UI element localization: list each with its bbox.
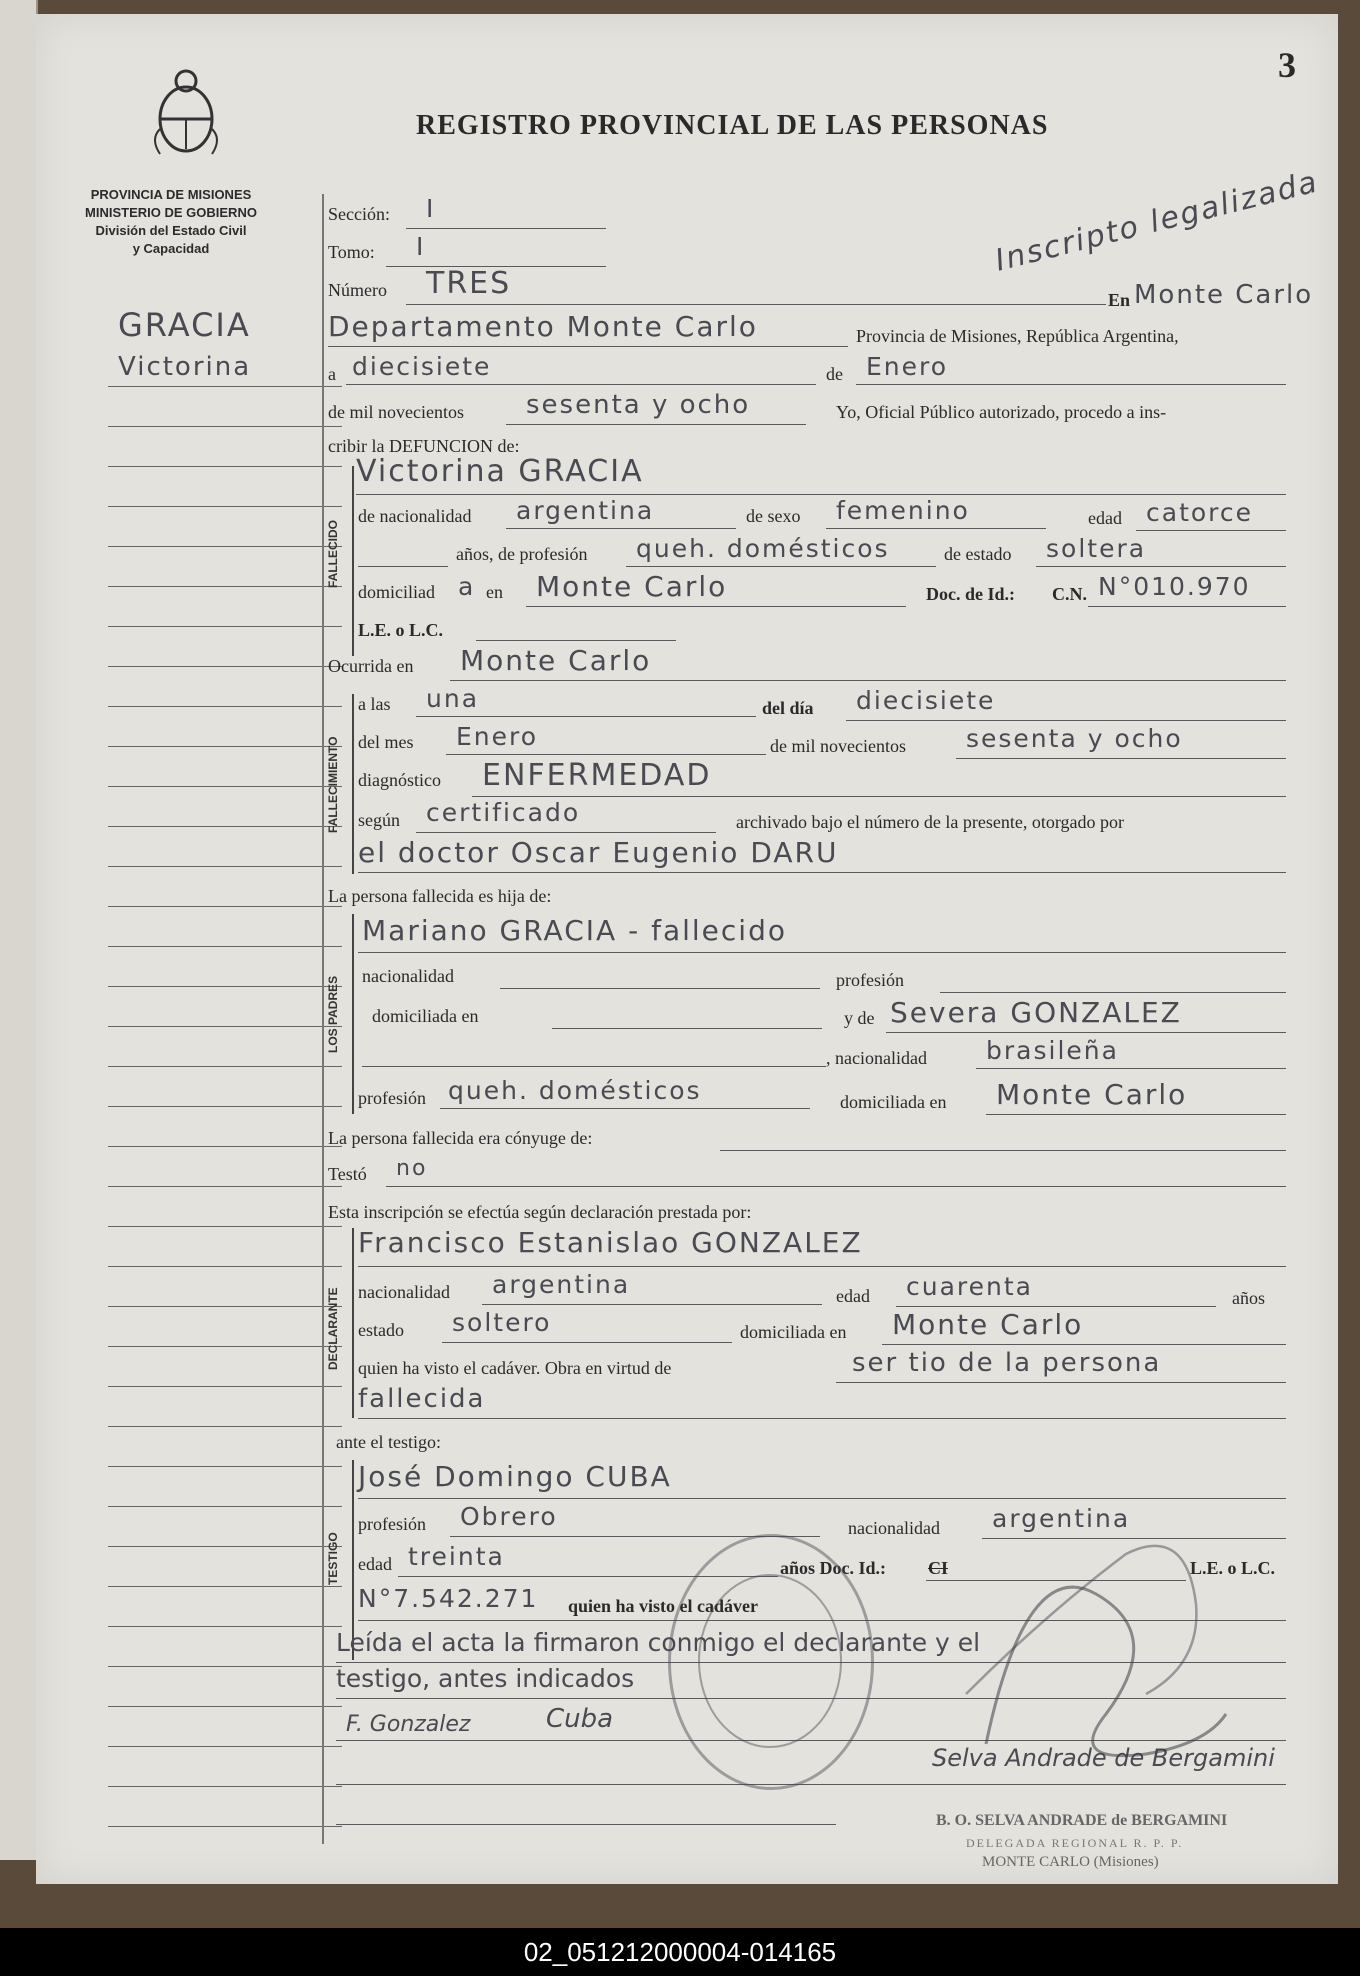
margin-line bbox=[108, 1186, 342, 1187]
le-label: L.E. o L.C. bbox=[358, 620, 444, 640]
virtud-value-2: fallecida bbox=[358, 1384, 486, 1414]
madre-domicilio-label: domiciliada en bbox=[840, 1092, 947, 1112]
margin-line bbox=[108, 1626, 342, 1627]
footer-line-1: B. O. SELVA ANDRADE de BERGAMINI bbox=[936, 1812, 1228, 1829]
margin-line bbox=[108, 986, 342, 987]
doc-label: Doc. de Id.: bbox=[926, 584, 1015, 604]
margin-line bbox=[108, 1066, 342, 1067]
fallecido-bracket bbox=[352, 466, 354, 656]
nacionalidad-value: argentina bbox=[516, 496, 655, 525]
madre-nacionalidad-value: brasileña bbox=[986, 1036, 1119, 1065]
profesion-value: queh. domésticos bbox=[636, 534, 890, 563]
signature-oficial: Selva Andrade de Bergamini bbox=[932, 1744, 1275, 1772]
madre-profesion-value: queh. domésticos bbox=[448, 1076, 702, 1105]
declarante-estado-label: estado bbox=[358, 1320, 404, 1340]
margin-line bbox=[108, 1106, 342, 1107]
margin-line bbox=[108, 546, 342, 547]
fallecimiento-anio-value: sesenta y ocho bbox=[966, 724, 1183, 753]
madre-nacionalidad-label: , nacionalidad bbox=[826, 1048, 927, 1068]
bottom-code-bar bbox=[0, 1928, 1360, 1976]
margin-line bbox=[108, 586, 342, 587]
virtud-value: ser tio de la persona bbox=[852, 1348, 1162, 1378]
mil-label: de mil novecientos bbox=[328, 402, 464, 422]
margin-line bbox=[108, 626, 342, 627]
margin-line bbox=[108, 866, 342, 867]
profesion-label: años, de profesión bbox=[456, 544, 588, 564]
seccion-label: Sección: bbox=[328, 204, 390, 224]
page-number: 3 bbox=[1278, 45, 1296, 85]
testigo-edad-value: treinta bbox=[408, 1542, 505, 1571]
margin-line bbox=[108, 1706, 342, 1707]
margin-line bbox=[108, 1346, 342, 1347]
testigo-header: ante el testigo: bbox=[336, 1432, 441, 1452]
nacionalidad-label: de nacionalidad bbox=[358, 506, 472, 526]
tomo-value: I bbox=[416, 232, 426, 261]
fallecimiento-mes-value: Enero bbox=[456, 722, 539, 751]
margin-line bbox=[108, 1426, 342, 1427]
margin-line bbox=[108, 1666, 342, 1667]
footer-line-2: DELEGADA REGIONAL R. P. P. bbox=[966, 1836, 1184, 1850]
padre-domicilio-label: domiciliada en bbox=[372, 1006, 479, 1026]
ocurrida-value: Monte Carlo bbox=[460, 644, 652, 677]
testigo-visto-text: quien ha visto el cadáver bbox=[568, 1596, 759, 1616]
coat-of-arms-icon bbox=[146, 69, 226, 159]
margin-surname: GRACIA bbox=[118, 306, 251, 344]
margin-line bbox=[108, 1466, 342, 1467]
seccion-value: I bbox=[426, 194, 436, 223]
domicilio-label: domiciliad bbox=[358, 582, 435, 602]
official-seal-inner bbox=[698, 1574, 842, 1748]
margin-divider bbox=[322, 194, 324, 1844]
margin-line bbox=[108, 1226, 342, 1227]
departamento-value: Departamento Monte Carlo bbox=[328, 310, 758, 343]
margin-line bbox=[108, 1506, 342, 1507]
declarante-dom-value: Monte Carlo bbox=[892, 1308, 1084, 1341]
mil-novecientos-label: de mil novecientos bbox=[770, 736, 906, 756]
testigo-doc-type: CI bbox=[928, 1558, 949, 1578]
madre-value: Severa GONZALEZ bbox=[890, 996, 1182, 1029]
doc-type: C.N. bbox=[1052, 584, 1087, 604]
padre-value: Mariano GRACIA - fallecido bbox=[362, 914, 787, 947]
fallecimiento-bracket bbox=[352, 694, 354, 874]
en-label: En bbox=[1108, 290, 1131, 310]
margin-line bbox=[108, 1026, 342, 1027]
margin-line bbox=[108, 1266, 342, 1267]
padres-side-label: LOS PADRES bbox=[326, 975, 340, 1053]
margin-line bbox=[108, 506, 342, 507]
fallecido-side-label: FALLECIDO bbox=[326, 520, 340, 588]
fallecimiento-side-label: FALLECIMIENTO bbox=[326, 736, 340, 834]
padres-bracket bbox=[352, 914, 354, 1114]
madre-profesion-label: profesión bbox=[358, 1088, 426, 1108]
en-value: Monte Carlo bbox=[1134, 280, 1314, 310]
ministry-heading bbox=[66, 186, 276, 258]
diag-label: diagnóstico bbox=[358, 770, 441, 790]
leida-value-2: testigo, antes indicados bbox=[336, 1664, 635, 1693]
ocurrida-label: Ocurrida en bbox=[328, 656, 414, 676]
testigo-side-label: TESTIGO bbox=[326, 1532, 340, 1586]
margin-line bbox=[108, 706, 342, 707]
madre-domicilio-value: Monte Carlo bbox=[996, 1078, 1188, 1111]
domicilio-suffix: a bbox=[458, 572, 476, 601]
testigo-nacionalidad-value: argentina bbox=[992, 1504, 1131, 1533]
ministry-line-4: y Capacidad bbox=[132, 241, 210, 256]
margin-line bbox=[108, 1586, 342, 1587]
testo-label: Testó bbox=[328, 1164, 367, 1184]
bottom-code: 02_051212000004-014165 bbox=[523, 1937, 837, 1967]
archivado-text: archivado bajo el número de la presente, otorgado por bbox=[736, 812, 1125, 832]
adjacent-page-edge bbox=[0, 0, 38, 1860]
margin-line bbox=[108, 1546, 342, 1547]
doc-value: N°010.970 bbox=[1098, 572, 1251, 601]
estado-value: soltera bbox=[1046, 534, 1147, 563]
declarante-nombre: Francisco Estanislao GONZALEZ bbox=[358, 1226, 863, 1259]
margin-line bbox=[108, 746, 342, 747]
margin-line bbox=[108, 426, 342, 427]
page-title: REGISTRO PROVINCIAL DE LAS PERSONAS bbox=[416, 110, 1049, 141]
padres-header: La persona fallecida es hija de: bbox=[328, 886, 552, 906]
sexo-label: de sexo bbox=[746, 506, 801, 526]
margin-line bbox=[108, 826, 342, 827]
padre-nacionalidad-label: nacionalidad bbox=[362, 966, 454, 986]
hora-value: una bbox=[426, 684, 480, 713]
declarante-bracket bbox=[352, 1228, 354, 1418]
provincia-text: Provincia de Misiones, República Argentina, bbox=[856, 326, 1179, 346]
oficial-text: Yo, Oficial Público autorizado, procedo a ins- bbox=[836, 402, 1167, 422]
margin-line bbox=[108, 786, 342, 787]
fallecimiento-dia-value: diecisiete bbox=[856, 686, 996, 715]
footer-line-3: MONTE CARLO (Misiones) bbox=[982, 1854, 1159, 1870]
declaracion-header: Esta inscripción se efectúa según declaración prestada por: bbox=[328, 1202, 752, 1222]
testigo-profesion-label: profesión bbox=[358, 1514, 426, 1534]
margin-line bbox=[108, 1306, 342, 1307]
edad-value: catorce bbox=[1146, 498, 1254, 527]
anios-doc-label: años Doc. Id.: bbox=[780, 1558, 887, 1578]
anio-value: sesenta y ocho bbox=[526, 390, 751, 420]
signature-testigo: Cuba bbox=[546, 1704, 614, 1734]
mes-label: del mes bbox=[358, 732, 414, 752]
testigo-le-label: L.E. o L.C. bbox=[1190, 1558, 1276, 1578]
sexo-value: femenino bbox=[836, 496, 970, 525]
ministry-line-2: MINISTERIO DE GOBIERNO bbox=[85, 205, 257, 220]
margin-line bbox=[108, 1386, 342, 1387]
signature-scribble-icon bbox=[946, 1514, 1246, 1794]
signature-declarante: F. Gonzalez bbox=[346, 1712, 471, 1737]
doctor-value: el doctor Oscar Eugenio DARU bbox=[358, 836, 839, 869]
margin-line bbox=[108, 1746, 342, 1747]
margin-line bbox=[108, 666, 342, 667]
testigo-edad-label: edad bbox=[358, 1554, 392, 1574]
declarante-nacionalidad-label: nacionalidad bbox=[358, 1282, 450, 1302]
ministry-line-3: División del Estado Civil bbox=[95, 223, 247, 238]
declarante-edad-label: edad bbox=[836, 1286, 870, 1306]
diag-value: ENFERMEDAD bbox=[482, 758, 712, 793]
domicilio-value: Monte Carlo bbox=[536, 570, 728, 603]
margin-line bbox=[108, 946, 342, 947]
padre-profesion-label: profesión bbox=[836, 970, 904, 990]
segun-label: según bbox=[358, 810, 400, 830]
de-label: de bbox=[826, 364, 843, 384]
declarante-estado-value: soltero bbox=[452, 1308, 552, 1337]
margin-given-name: Victorina bbox=[118, 352, 252, 382]
testo-value: no bbox=[396, 1156, 428, 1181]
leida-value: Leída el acta la firmaron conmigo el declarante y el bbox=[336, 1628, 981, 1657]
a-label: a bbox=[328, 364, 336, 384]
margin-line bbox=[108, 466, 342, 467]
tomo-label: Tomo: bbox=[328, 242, 375, 262]
edad-label: edad bbox=[1088, 508, 1122, 528]
conyuge-label: La persona fallecida era cónyuge de: bbox=[328, 1128, 593, 1148]
margin-line bbox=[108, 906, 342, 907]
dia-value: diecisiete bbox=[352, 352, 492, 381]
yde-label: y de bbox=[844, 1008, 875, 1028]
visto-text: quien ha visto el cadáver. Obra en virtud de bbox=[358, 1358, 672, 1378]
fallecido-nombre: Victorina GRACIA bbox=[356, 454, 644, 489]
register-page bbox=[36, 14, 1338, 1884]
hora-label: a las bbox=[358, 694, 391, 714]
estado-label: de estado bbox=[944, 544, 1012, 564]
declarante-edad-value: cuarenta bbox=[906, 1272, 1033, 1301]
declarante-dom-label: domiciliada en bbox=[740, 1322, 847, 1342]
margin-line bbox=[108, 1786, 342, 1787]
testigo-doc-value: N°7.542.271 bbox=[358, 1584, 539, 1613]
annotation-signature: Inscripto legalizada bbox=[991, 164, 1323, 279]
margin-line bbox=[108, 1826, 342, 1827]
anios-label: años bbox=[1232, 1288, 1265, 1308]
numero-label: Número bbox=[328, 280, 387, 300]
cribir-text: cribir la DEFUNCION de: bbox=[328, 436, 520, 456]
mes-value: Enero bbox=[866, 352, 949, 381]
numero-value: TRES bbox=[426, 266, 512, 301]
testigo-profesion-value: Obrero bbox=[460, 1502, 558, 1531]
testigo-nombre: José Domingo CUBA bbox=[358, 1460, 672, 1493]
margin-line bbox=[108, 386, 342, 387]
margin-line bbox=[108, 1146, 342, 1147]
domicilio-en: en bbox=[486, 582, 503, 602]
testigo-nacionalidad-label: nacionalidad bbox=[848, 1518, 940, 1538]
declarante-nacionalidad-value: argentina bbox=[492, 1270, 631, 1299]
dia-label: del día bbox=[762, 698, 814, 718]
segun-value: certificado bbox=[426, 798, 581, 827]
ministry-line-1: PROVINCIA DE MISIONES bbox=[90, 187, 252, 202]
declarante-side-label: DECLARANTE bbox=[326, 1287, 340, 1371]
